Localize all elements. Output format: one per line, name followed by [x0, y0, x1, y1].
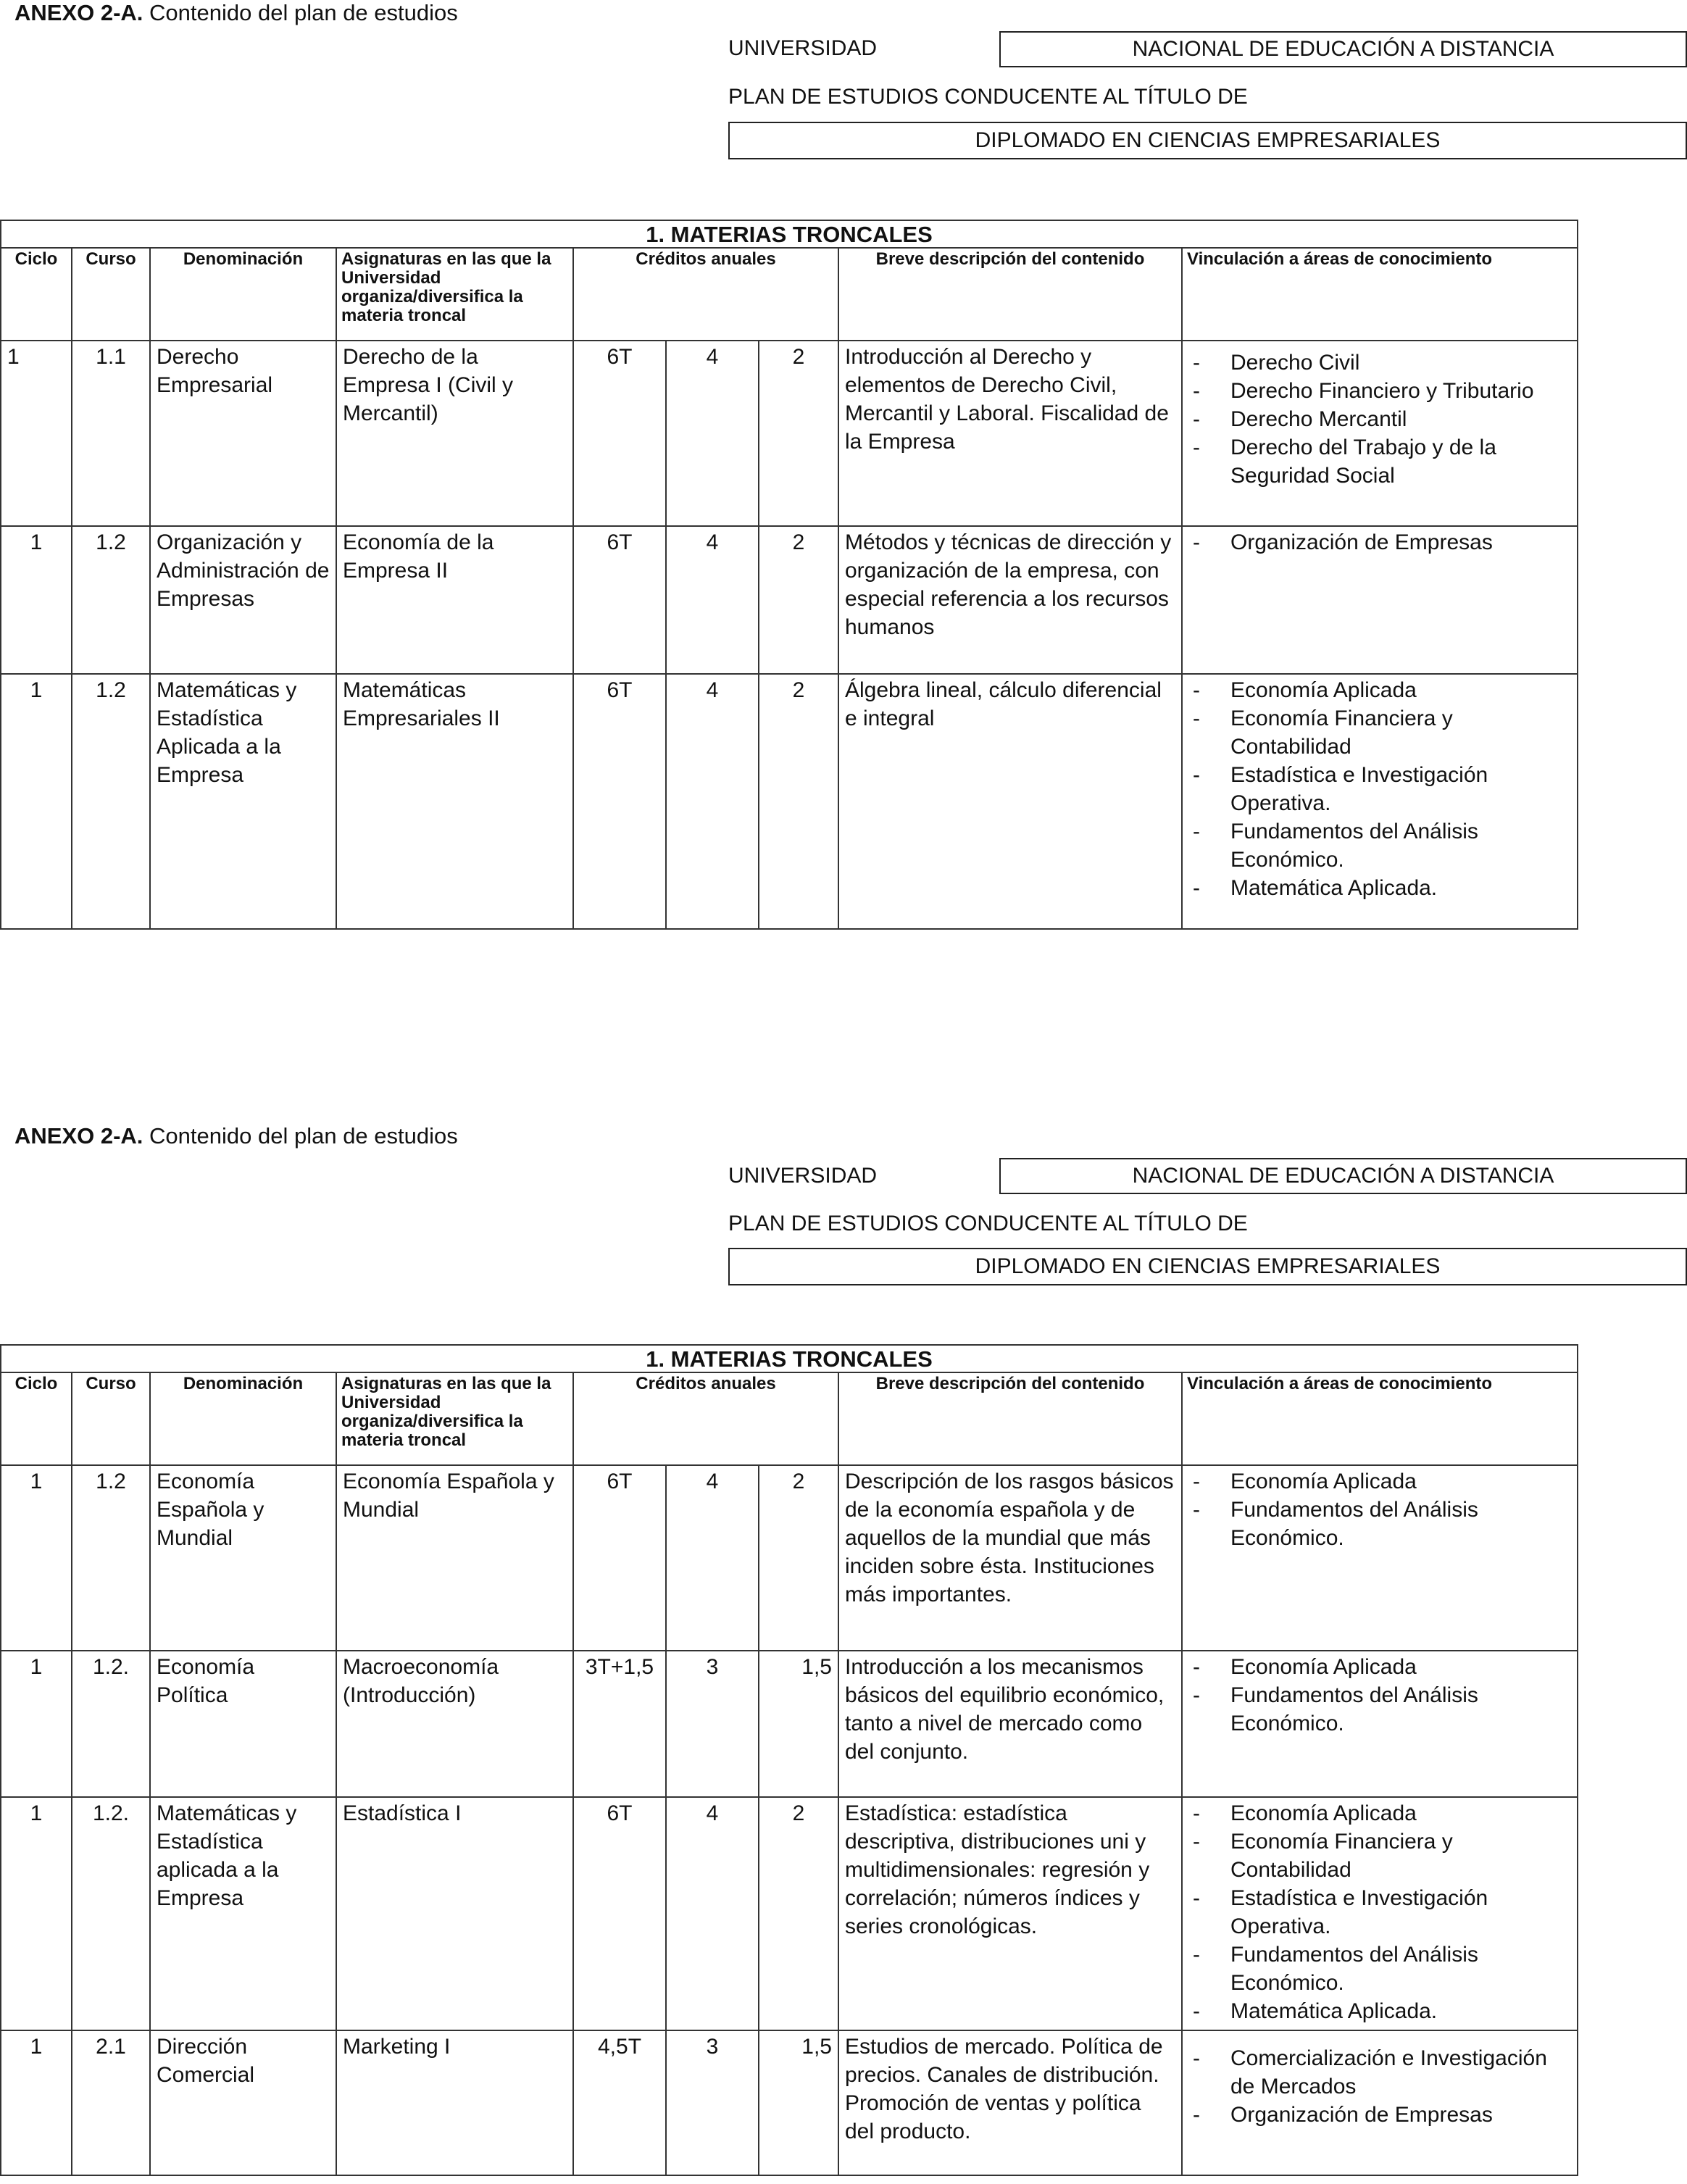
cell-curso: 1.2. — [72, 1651, 150, 1797]
list-item: - Organización de Empresas — [1188, 528, 1571, 557]
section-title: 1. MATERIAS TRONCALES — [1, 1345, 1578, 1372]
list-item: - Derecho Civil — [1188, 349, 1571, 377]
cell-areas — [1182, 526, 1578, 674]
list-item: - Fundamentos del Análisis Económico. — [1188, 1496, 1571, 1552]
list-item: - Economía Financiera y Contabilidad — [1188, 704, 1571, 761]
cell-cred-teo: 4 — [666, 526, 759, 674]
section-title: 1. MATERIAS TRONCALES — [1, 220, 1578, 248]
cell-curso: 1.2 — [72, 1465, 150, 1651]
areas-list — [1188, 349, 1571, 490]
list-item: - Derecho del Trabajo y de la Seguridad Social — [1188, 433, 1571, 490]
areas-list — [1188, 676, 1571, 902]
cell-ciclo: 1 — [1, 341, 72, 526]
cell-cred-total: 6T — [573, 1465, 666, 1651]
list-item: - Derecho Financiero y Tributario — [1188, 377, 1571, 405]
cell-cred-pra: 2 — [759, 1465, 838, 1651]
list-item: - Economía Aplicada — [1188, 676, 1571, 704]
cell-curso: 1.2. — [72, 1797, 150, 2030]
areas-list — [1188, 2044, 1571, 2129]
list-item: - Economía Aplicada — [1188, 1653, 1571, 1681]
table-row — [1, 341, 1578, 526]
cell-cred-teo: 3 — [666, 2030, 759, 2175]
cell-ciclo: 1 — [1, 2030, 72, 2175]
universidad-box: NACIONAL DE EDUCACIÓN A DISTANCIA — [999, 1158, 1687, 1194]
col-ciclo: Ciclo — [1, 1372, 72, 1465]
list-item: - Fundamentos del Análisis Económico. — [1188, 1941, 1571, 1997]
list-item: - Matemática Aplicada. — [1188, 874, 1571, 902]
table-row — [1, 1651, 1578, 1797]
anexo-heading — [14, 0, 458, 26]
col-vinculacion: Vinculación a áreas de conocimiento — [1182, 1372, 1578, 1465]
cell-cred-teo: 4 — [666, 341, 759, 526]
cell-asignatura: Macroeconomía (Introducción) — [336, 1651, 573, 1797]
col-asignaturas: Asignaturas en las que la Universidad organiza/diversifica la materia troncal — [336, 248, 573, 341]
col-ciclo: Ciclo — [1, 248, 72, 341]
table-row — [1, 526, 1578, 674]
anexo-heading — [14, 1123, 458, 1149]
table-row — [1, 674, 1578, 929]
cell-curso: 1.2 — [72, 526, 150, 674]
cell-cred-pra: 1,5 — [759, 1651, 838, 1797]
list-item: - Comercialización e Investigación de Mercados — [1188, 2044, 1571, 2101]
universidad-label: UNIVERSIDAD — [728, 36, 878, 60]
cell-asignatura: Derecho de la Empresa I (Civil y Mercantil) — [336, 341, 573, 526]
anexo-label: ANEXO 2-A. — [14, 1123, 143, 1149]
cell-denominacion: Matemáticas y Estadística aplicada a la Empresa — [150, 1797, 336, 2030]
cell-descripcion: Álgebra lineal, cálculo diferencial e integral — [838, 674, 1182, 929]
cell-cred-pra: 1,5 — [759, 2030, 838, 2175]
col-vinculacion: Vinculación a áreas de conocimiento — [1182, 248, 1578, 341]
list-item: - Estadística e Investigación Operativa. — [1188, 1884, 1571, 1941]
cell-asignatura: Marketing I — [336, 2030, 573, 2175]
table-row — [1, 1797, 1578, 2030]
cell-cred-total: 3T+1,5 — [573, 1651, 666, 1797]
list-item: - Organización de Empresas — [1188, 2101, 1571, 2129]
cell-asignatura: Economía de la Empresa II — [336, 526, 573, 674]
cell-curso: 2.1 — [72, 2030, 150, 2175]
list-item: - Economía Aplicada — [1188, 1799, 1571, 1827]
col-descripcion: Breve descripción del contenido — [838, 248, 1182, 341]
col-creditos: Créditos anuales — [573, 1372, 838, 1465]
cell-denominacion: Economía Política — [150, 1651, 336, 1797]
col-asignaturas: Asignaturas en las que la Universidad organiza/diversifica la materia troncal — [336, 1372, 573, 1465]
cell-ciclo: 1 — [1, 1465, 72, 1651]
list-item: - Economía Financiera y Contabilidad — [1188, 1827, 1571, 1884]
cell-cred-total: 6T — [573, 674, 666, 929]
universidad-label: UNIVERSIDAD — [728, 1164, 878, 1188]
cell-denominacion: Matemáticas y Estadística Aplicada a la Empresa — [150, 674, 336, 929]
list-item: - Matemática Aplicada. — [1188, 1997, 1571, 2025]
cell-cred-total: 6T — [573, 1797, 666, 2030]
cell-cred-teo: 3 — [666, 1651, 759, 1797]
cell-cred-pra: 2 — [759, 674, 838, 929]
list-item: - Fundamentos del Análisis Económico. — [1188, 817, 1571, 874]
cell-asignatura: Economía Española y Mundial — [336, 1465, 573, 1651]
col-denominacion: Denominación — [150, 1372, 336, 1465]
areas-list — [1188, 1799, 1571, 2025]
anexo-text: Contenido del plan de estudios — [149, 1123, 458, 1149]
cell-cred-teo: 4 — [666, 1465, 759, 1651]
cell-denominacion: Dirección Comercial — [150, 2030, 336, 2175]
cell-denominacion: Economía Española y Mundial — [150, 1465, 336, 1651]
cell-cred-pra: 2 — [759, 341, 838, 526]
cell-curso: 1.2 — [72, 674, 150, 929]
cell-areas — [1182, 341, 1578, 526]
areas-list — [1188, 1653, 1571, 1738]
materias-table-2 — [0, 1344, 1578, 2176]
plan-label: PLAN DE ESTUDIOS CONDUCENTE AL TÍTULO DE — [728, 1212, 1248, 1235]
cell-descripcion: Introducción al Derecho y elementos de Derecho Civil, Mercantil y Laboral. Fiscalidad de la Empresa — [838, 341, 1182, 526]
col-curso: Curso — [72, 248, 150, 341]
anexo-label: ANEXO 2-A. — [14, 0, 143, 25]
cell-cred-teo: 4 — [666, 1797, 759, 2030]
cell-areas — [1182, 2030, 1578, 2175]
cell-cred-total: 6T — [573, 341, 666, 526]
table-row — [1, 1465, 1578, 1651]
anexo-text: Contenido del plan de estudios — [149, 0, 458, 25]
cell-asignatura: Matemáticas Empresariales II — [336, 674, 573, 929]
cell-areas — [1182, 1465, 1578, 1651]
list-item: - Fundamentos del Análisis Económico. — [1188, 1681, 1571, 1738]
cell-denominacion: Organización y Administración de Empresas — [150, 526, 336, 674]
col-curso: Curso — [72, 1372, 150, 1465]
list-item: - Economía Aplicada — [1188, 1467, 1571, 1496]
plan-label: PLAN DE ESTUDIOS CONDUCENTE AL TÍTULO DE — [728, 85, 1248, 109]
col-creditos: Créditos anuales — [573, 248, 838, 341]
cell-cred-total: 4,5T — [573, 2030, 666, 2175]
areas-list — [1188, 528, 1571, 557]
cell-descripcion: Estudios de mercado. Política de precios. Canales de distribución. Promoción de ventas y política del producto. — [838, 2030, 1182, 2175]
col-denominacion: Denominación — [150, 248, 336, 341]
cell-curso: 1.1 — [72, 341, 150, 526]
areas-list — [1188, 1467, 1571, 1552]
col-descripcion: Breve descripción del contenido — [838, 1372, 1182, 1465]
cell-ciclo: 1 — [1, 1797, 72, 2030]
cell-denominacion: Derecho Empresarial — [150, 341, 336, 526]
cell-ciclo: 1 — [1, 526, 72, 674]
cell-areas — [1182, 1651, 1578, 1797]
universidad-box: NACIONAL DE EDUCACIÓN A DISTANCIA — [999, 31, 1687, 67]
cell-descripcion: Introducción a los mecanismos básicos del equilibrio económico, tanto a nivel de mercado como del conjunto. — [838, 1651, 1182, 1797]
cell-ciclo: 1 — [1, 1651, 72, 1797]
titulo-box: DIPLOMADO EN CIENCIAS EMPRESARIALES — [728, 1248, 1687, 1285]
cell-descripcion: Estadística: estadística descriptiva, distribuciones uni y multidimensionales: regresión y correlación; números índices y series cronológicas. — [838, 1797, 1182, 2030]
list-item: - Estadística e Investigación Operativa. — [1188, 761, 1571, 817]
cell-ciclo: 1 — [1, 674, 72, 929]
cell-cred-total: 6T — [573, 526, 666, 674]
titulo-box: DIPLOMADO EN CIENCIAS EMPRESARIALES — [728, 122, 1687, 159]
cell-cred-teo: 4 — [666, 674, 759, 929]
cell-cred-pra: 2 — [759, 1797, 838, 2030]
cell-areas — [1182, 1797, 1578, 2030]
cell-cred-pra: 2 — [759, 526, 838, 674]
cell-descripcion: Descripción de los rasgos básicos de la economía española y de aquellos de la mundial que más inciden sobre ésta. Instituciones más importantes. — [838, 1465, 1182, 1651]
table-row — [1, 2030, 1578, 2175]
cell-descripcion: Métodos y técnicas de dirección y organización de la empresa, con especial referencia a los recursos humanos — [838, 526, 1182, 674]
cell-areas — [1182, 674, 1578, 929]
cell-asignatura: Estadística I — [336, 1797, 573, 2030]
list-item: - Derecho Mercantil — [1188, 405, 1571, 433]
materias-table-1 — [0, 220, 1578, 930]
